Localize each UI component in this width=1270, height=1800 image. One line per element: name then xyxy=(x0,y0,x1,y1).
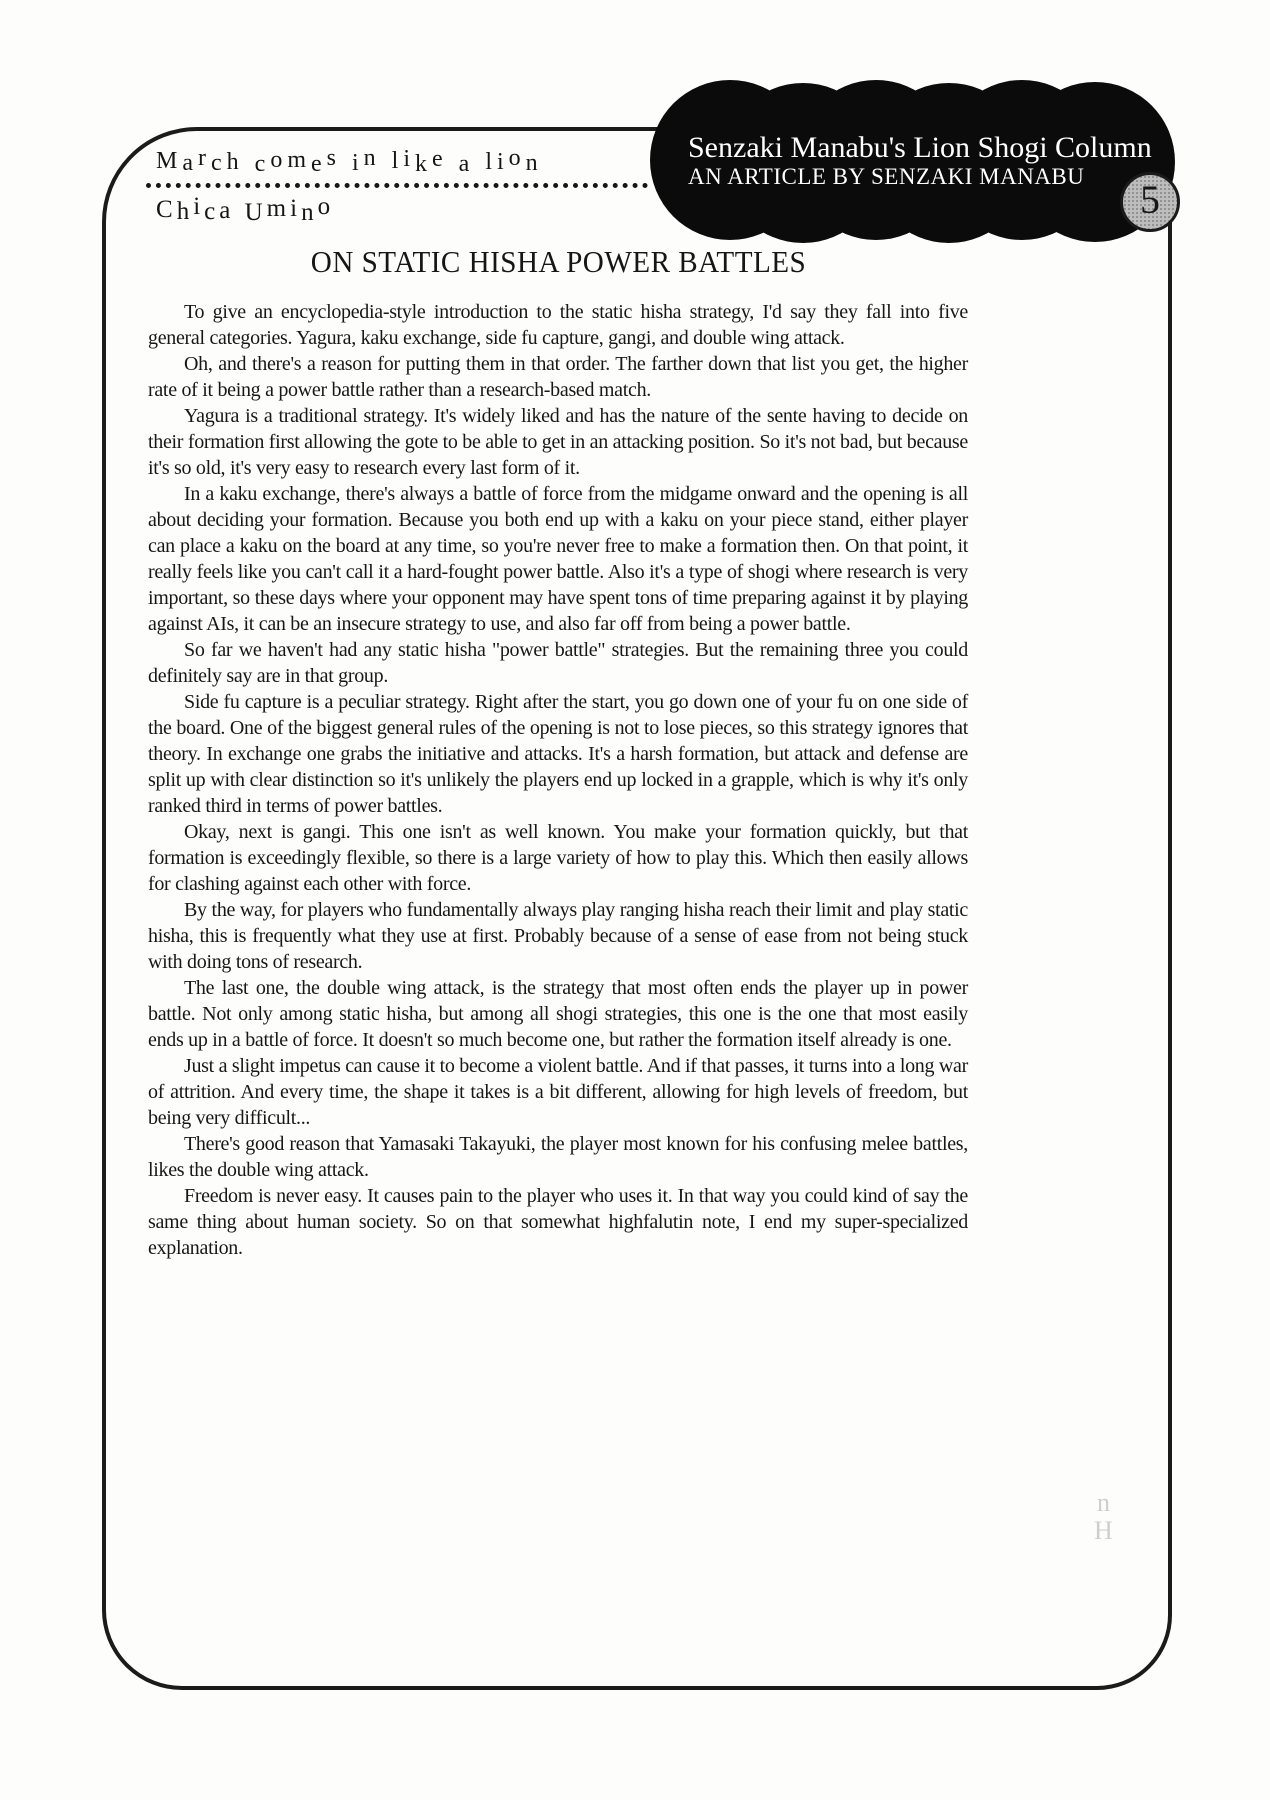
article-paragraph: Yagura is a traditional strategy. It's widely liked and has the nature of the sente having to decide on their formation first allowing the gote to be able to get in an attacking position. So it's not bad, but because it's so old, it's very easy to research every last form of it. xyxy=(148,405,968,479)
dotted-divider xyxy=(146,183,648,188)
article-paragraph: So far we haven't had any static hisha "power battle" strategies. But the remaining three you could definitely say are in that group. xyxy=(148,639,968,687)
scan-bleed-mark: H xyxy=(1094,1516,1113,1545)
article-paragraph: In a kaku exchange, there's always a battle of force from the midgame onward and the opening is all about deciding your formation. Because you both end up with a kaku on your piece stand, either player can place a kaku on the board at any time, so you're never free to make a formation then. On that point, it really feels like you can't call it a hard-fought power battle. Also it's a type of shogi where research is very important, so these days where your opponent may have spent tons of time preparing against it by playing against AIs, it can be an insecure strategy to use, and also far off from being a power battle. xyxy=(148,483,968,635)
page-number: 5 xyxy=(1140,177,1160,222)
column-badge-text xyxy=(688,132,1152,190)
article-title-text: ON STATIC HISHA POWER BATTLES xyxy=(310,244,806,279)
article-paragraph: Side fu capture is a peculiar strategy. Right after the start, you go down one of your fu on one side of the board. One of the biggest general rules of the opening is not to lose pieces, so this strategy ignores that theory. In exchange one grabs the initiative and attacks. It's a harsh formation, but attack and defense are split up with clear distinction so it's unlikely the players end up locked in a grapple, which is why it's only ranked third in terms of power battles. xyxy=(148,691,968,817)
series-title: March comes in like a lion xyxy=(156,145,543,177)
article-paragraph: The last one, the double wing attack, is the strategy that most often ends the player up in power battle. Not only among static hisha, but among all shogi strategies, this one is the one that most easily ends up in a battle of force. It doesn't so much become one, but rather the formation itself already is one. xyxy=(148,977,968,1051)
article-paragraph: By the way, for players who fundamentally always play ranging hisha reach their limit and play static hisha, this is frequently what they use at first. Probably because of a sense of ease from not being stuck with doing tons of research. xyxy=(148,899,968,973)
scan-bleed-mark: n xyxy=(1097,1488,1110,1517)
article-paragraph: Freedom is never easy. It causes pain to the player who uses it. In that way you could kind of say the same thing about human society. So on that somewhat highfalutin note, I end my super-specialized explanation. xyxy=(148,1185,968,1259)
column-badge-title: Senzaki Manabu's Lion Shogi Column xyxy=(688,131,1152,164)
article-body xyxy=(148,299,968,1261)
article-title xyxy=(148,244,968,280)
article-paragraph: To give an encyclopedia-style introduction to the static hisha strategy, I'd say they fall into five general categories. Yagura, kaku exchange, side fu capture, gangi, and double wing attack. xyxy=(148,301,968,349)
article-paragraph: Just a slight impetus can cause it to become a violent battle. And if that passes, it turns into a long war of attrition. And every time, the shape it takes is a bit different, allowing for high levels of freedom, but being very difficult... xyxy=(148,1055,968,1129)
column-badge-subtitle: AN ARTICLE BY SENZAKI MANABU xyxy=(688,164,1085,189)
article-paragraph: Oh, and there's a reason for putting them in that order. The farther down that list you get, the higher rate of it being a power battle rather than a research-based match. xyxy=(148,353,968,401)
article-paragraph: Okay, next is gangi. This one isn't as well known. You make your formation quickly, but that formation is exceedingly flexible, so there is a large variety of how to play this. Which then easily allows for clashing against each other with force. xyxy=(148,821,968,895)
author-name: Chica Umino xyxy=(156,193,335,226)
article-paragraph: There's good reason that Yamasaki Takayuki, the player most known for his confusing melee battles, likes the double wing attack. xyxy=(148,1133,968,1181)
column-badge-cloud xyxy=(650,80,1175,240)
page-number-badge xyxy=(1120,172,1180,232)
